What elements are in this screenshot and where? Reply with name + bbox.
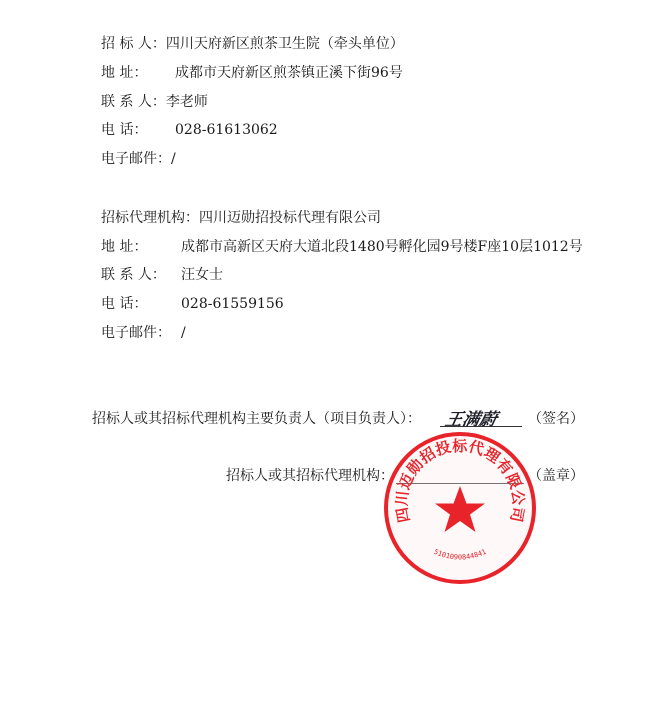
- agency-contact: 汪女士: [181, 267, 223, 283]
- agency-email: /: [181, 325, 186, 341]
- official-seal-icon: [380, 428, 540, 588]
- signature: 王满蔚: [443, 410, 499, 430]
- agency-name: 四川迈勋招投标代理有限公司: [199, 210, 381, 226]
- tenderer-phone-label: 电 话：: [101, 122, 148, 138]
- agency-address: 成都市高新区天府大道北段1480号孵化园9号楼F座10层1012号: [181, 239, 583, 255]
- tenderer-address-label: 地 址：: [101, 65, 148, 81]
- responsible-label: 招标人或其招标代理机构主要负责人（项目负责人）：: [92, 411, 421, 427]
- seal-number: 5101090844841: [432, 547, 488, 562]
- tenderer-contact: 李老师: [165, 94, 208, 110]
- agency-phone: 028-61559156: [181, 296, 284, 312]
- sign-note: （签名）: [528, 411, 584, 427]
- agency-phone-label: 电 话：: [101, 296, 148, 312]
- agency-contact-row: [101, 266, 223, 284]
- agency-phone-row: [101, 295, 284, 313]
- agency-address-label: 地 址：: [101, 239, 148, 255]
- stamp-note: （盖章）: [528, 468, 584, 484]
- tenderer-email-row: [101, 150, 176, 168]
- agency-name-label: 招标代理机构：: [101, 210, 199, 226]
- tenderer-name-label: 招 标 人：: [101, 36, 166, 52]
- agency-contact-label: 联 系 人：: [101, 267, 166, 283]
- tenderer-contact-row: [101, 93, 208, 111]
- agency-address-row: [101, 238, 583, 256]
- tenderer-phone: 028-61613062: [175, 122, 278, 138]
- tenderer-email-label: 电子邮件：: [101, 151, 171, 167]
- agency-name-row: [101, 209, 381, 227]
- tenderer-address: 成都市天府新区煎茶镇正溪下街96号: [175, 65, 403, 81]
- agency-stamp-label: 招标人或其招标代理机构：: [226, 468, 394, 484]
- agency-email-row: [101, 324, 186, 342]
- tenderer-contact-label: 联 系 人：: [101, 94, 166, 110]
- tenderer-phone-row: [101, 121, 278, 139]
- seal-text: 四川迈勋招投标代理有限公司: [392, 436, 528, 524]
- tenderer-name-row: [101, 35, 404, 53]
- agency-email-label: 电子邮件：: [101, 325, 171, 341]
- tenderer-address-row: [101, 64, 403, 82]
- tenderer-email: /: [171, 151, 176, 167]
- tenderer-name: 四川天府新区煎茶卫生院（牵头单位）: [165, 36, 404, 52]
